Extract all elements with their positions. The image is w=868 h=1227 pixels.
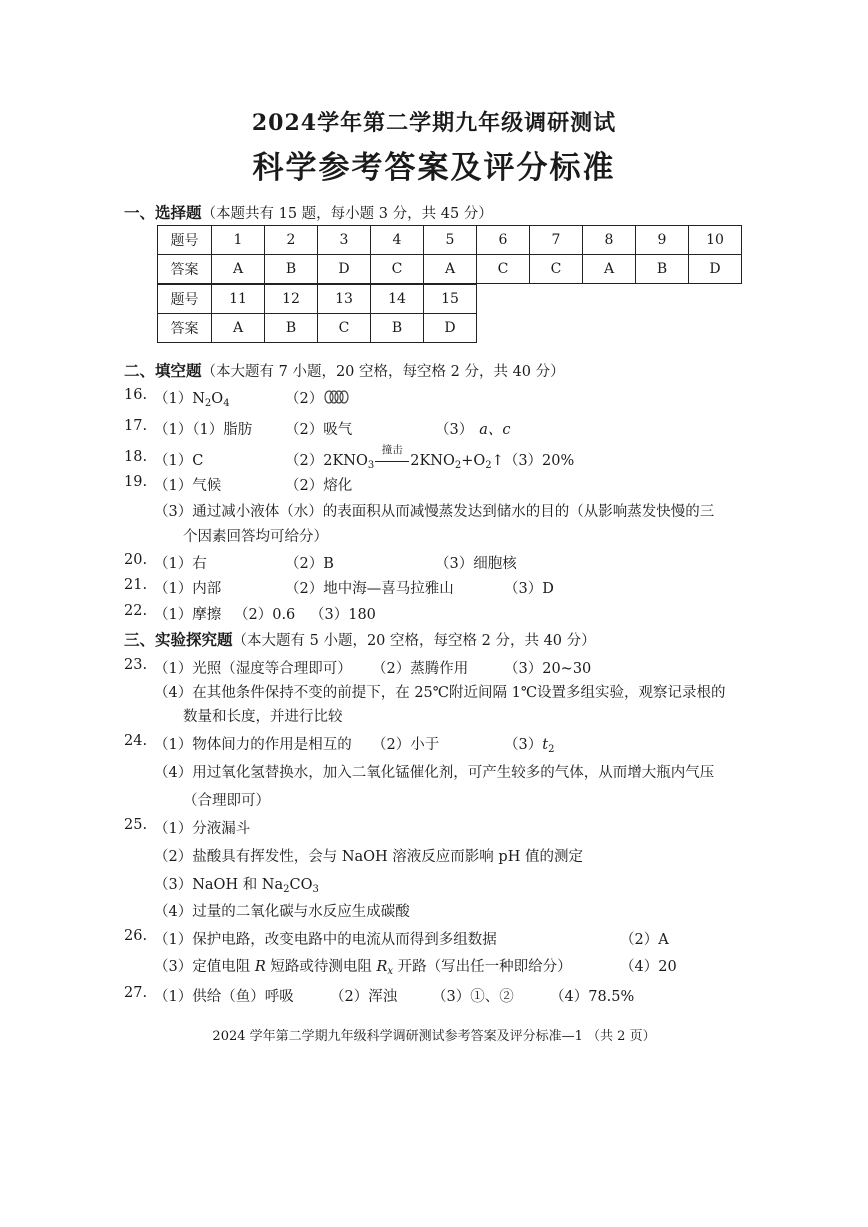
- table-cell: 10: [689, 226, 742, 255]
- q19-answer-3: （3）通过减小液体（水）的表面积从而减慢蒸发达到储水的目的（从影响蒸发快慢的三: [154, 504, 715, 520]
- q22-answer-3: （3）180: [310, 607, 376, 623]
- table-cell: 7: [530, 226, 583, 255]
- section-note: （本大题有 7 小题，20 空格，每空格 2 分，共 40 分）: [201, 364, 565, 380]
- q26-answer-2: （2）A: [620, 932, 669, 948]
- table-cell: 14: [371, 285, 424, 314]
- q17-answer-2: （2）吸气: [285, 422, 353, 438]
- q26-answer-3: （3）定值电阻 R 短路或待测电阻 $R_x$ 开路（写出任一种即给分）: [154, 959, 572, 977]
- q17-answer-3: （3） a、c: [435, 422, 511, 438]
- section-title: 二、填空题: [124, 361, 202, 380]
- table-cell: 2: [265, 226, 318, 255]
- q20-answer-1: （1）右: [154, 556, 207, 572]
- table-cell: B: [371, 314, 424, 343]
- q23-answer-4-cont: 数量和长度，并进行比较: [183, 709, 343, 725]
- q16-answer-1: $(1)N_2O_4$: [154, 391, 230, 409]
- q18-answer-1: （1）C: [154, 453, 204, 469]
- q23-number: 23.: [124, 657, 148, 673]
- q25-number: 25.: [124, 817, 148, 833]
- row-label: 答案: [158, 255, 212, 284]
- table-cell: B: [265, 255, 318, 284]
- q17-number: 17.: [124, 418, 148, 434]
- table-cell: C: [371, 255, 424, 284]
- q23-answer-1: （1）光照（湿度等合理即可）: [154, 661, 352, 677]
- exam-title: 2024学年第二学期九年级调研测试: [251, 110, 617, 136]
- table-row: [158, 255, 742, 284]
- q19-number: 19.: [124, 474, 148, 490]
- answer-table-2: [157, 284, 477, 343]
- reaction-arrow: 撞击: [375, 453, 409, 469]
- q16-number: 16.: [124, 387, 148, 403]
- q24-answer-3: $(3)t_2$: [504, 737, 555, 755]
- table-cell: C: [318, 314, 371, 343]
- page-footer: 2024 学年第二学期九年级科学调研测试参考答案及评分标准—1 （共 2 页）: [212, 1029, 656, 1044]
- table-cell: A: [212, 255, 265, 284]
- q24-answer-4-cont: （合理即可）: [183, 793, 270, 809]
- q20-answer-2: （2）B: [285, 556, 334, 572]
- table-cell: 9: [636, 226, 689, 255]
- table-cell: 13: [318, 285, 371, 314]
- q21-answer-2: （2）地中海—喜马拉雅山: [285, 581, 454, 597]
- q27-answer-1: （1）供给（鱼）呼吸: [154, 989, 294, 1005]
- q17-answer-1: （1）（1）脂肪: [154, 422, 253, 438]
- q18-number: 18.: [124, 449, 148, 465]
- q27-answer-2: （2）浑浊: [330, 989, 398, 1005]
- table-cell: 8: [583, 226, 636, 255]
- q27-number: 27.: [124, 985, 148, 1001]
- table-row: [158, 285, 477, 314]
- section-choice-heading: [124, 201, 493, 223]
- q22-answer-2: （2）0.6: [234, 607, 296, 623]
- q19-answer-2: （2）熔化: [285, 478, 353, 494]
- q22-number: 22.: [124, 603, 148, 619]
- row-label: 答案: [158, 314, 212, 343]
- q19-answer-1: （1）气候: [154, 478, 222, 494]
- section-title: 一、选择题: [124, 203, 202, 222]
- row-label: 题号: [158, 226, 212, 255]
- q22-answer-1: （1）摩擦: [154, 607, 222, 623]
- table-cell: D: [689, 255, 742, 284]
- section-fill-heading: [124, 359, 565, 381]
- table-cell: B: [636, 255, 689, 284]
- q26-number: 26.: [124, 928, 148, 944]
- q16-answer-2: （2）: [285, 387, 353, 408]
- coil-icon: [323, 390, 353, 408]
- table-cell: 15: [424, 285, 477, 314]
- q24-answer-1: （1）物体间力的作用是相互的: [154, 737, 352, 753]
- q18-answer-2: $(2)2KNO_3$ 撞击 $2KNO_2+O_2↑(3)20\%$: [285, 444, 575, 471]
- table-cell: 1: [212, 226, 265, 255]
- table-cell: 5: [424, 226, 477, 255]
- section-experiment-heading: [124, 628, 596, 650]
- section-title: 三、实验探究题: [124, 630, 233, 649]
- q25-answer-4: （4）过量的二氧化碳与水反应生成碳酸: [154, 904, 410, 920]
- table-cell: D: [424, 314, 477, 343]
- q21-number: 21.: [124, 577, 148, 593]
- q26-answer-4: （4）20: [620, 959, 677, 975]
- table-cell: 6: [477, 226, 530, 255]
- table-cell: A: [212, 314, 265, 343]
- q20-number: 20.: [124, 552, 148, 568]
- q27-answer-3: （3）①、②: [432, 989, 514, 1005]
- q23-answer-2: （2）蒸腾作用: [372, 661, 469, 677]
- section-note: （本题共有 15 题，每小题 3 分，共 45 分）: [201, 206, 493, 222]
- q27-answer-4: （4）78.5%: [550, 989, 635, 1005]
- q23-answer-3: （3）20~30: [504, 661, 592, 677]
- q24-answer-4: （4）用过氧化氢替换水，加入二氧化锰催化剂，可产生较多的气体，从而增大瓶内气压: [154, 765, 715, 781]
- q23-answer-4: （4）在其他条件保持不变的前提下，在 25℃附近间隔 1℃设置多组实验，观察记录根的: [154, 685, 726, 701]
- section-note: （本大题有 5 小题，20 空格，每空格 2 分，共 40 分）: [232, 633, 596, 649]
- table-cell: B: [265, 314, 318, 343]
- q24-answer-2: （2）小于: [372, 737, 440, 753]
- table-row: [158, 226, 742, 255]
- q21-answer-1: （1）内部: [154, 581, 222, 597]
- table-cell: D: [318, 255, 371, 284]
- table-cell: A: [583, 255, 636, 284]
- table-cell: 4: [371, 226, 424, 255]
- q26-answer-1: （1）保护电路，改变电路中的电流从而得到多组数据: [154, 932, 497, 948]
- q24-number: 24.: [124, 733, 148, 749]
- q21-answer-3: （3）D: [504, 581, 554, 597]
- table-cell: A: [424, 255, 477, 284]
- q20-answer-3: （3）细胞核: [435, 556, 517, 572]
- table-cell: 12: [265, 285, 318, 314]
- answer-table-1: [157, 225, 742, 284]
- table-cell: 11: [212, 285, 265, 314]
- q25-answer-3: （3）NaOH 和 $Na_2CO_3$: [154, 877, 319, 895]
- row-label: 题号: [158, 285, 212, 314]
- q25-answer-1: （1）分液漏斗: [154, 821, 251, 837]
- table-cell: C: [477, 255, 530, 284]
- table-row: [158, 314, 477, 343]
- q19-answer-3-cont: 个因素回答均可给分）: [183, 529, 328, 545]
- document-title: 科学参考答案及评分标准: [252, 150, 616, 186]
- table-cell: C: [530, 255, 583, 284]
- q25-answer-2: （2）盐酸具有挥发性，会与 NaOH 溶液反应而影响 pH 值的测定: [154, 849, 583, 865]
- table-cell: 3: [318, 226, 371, 255]
